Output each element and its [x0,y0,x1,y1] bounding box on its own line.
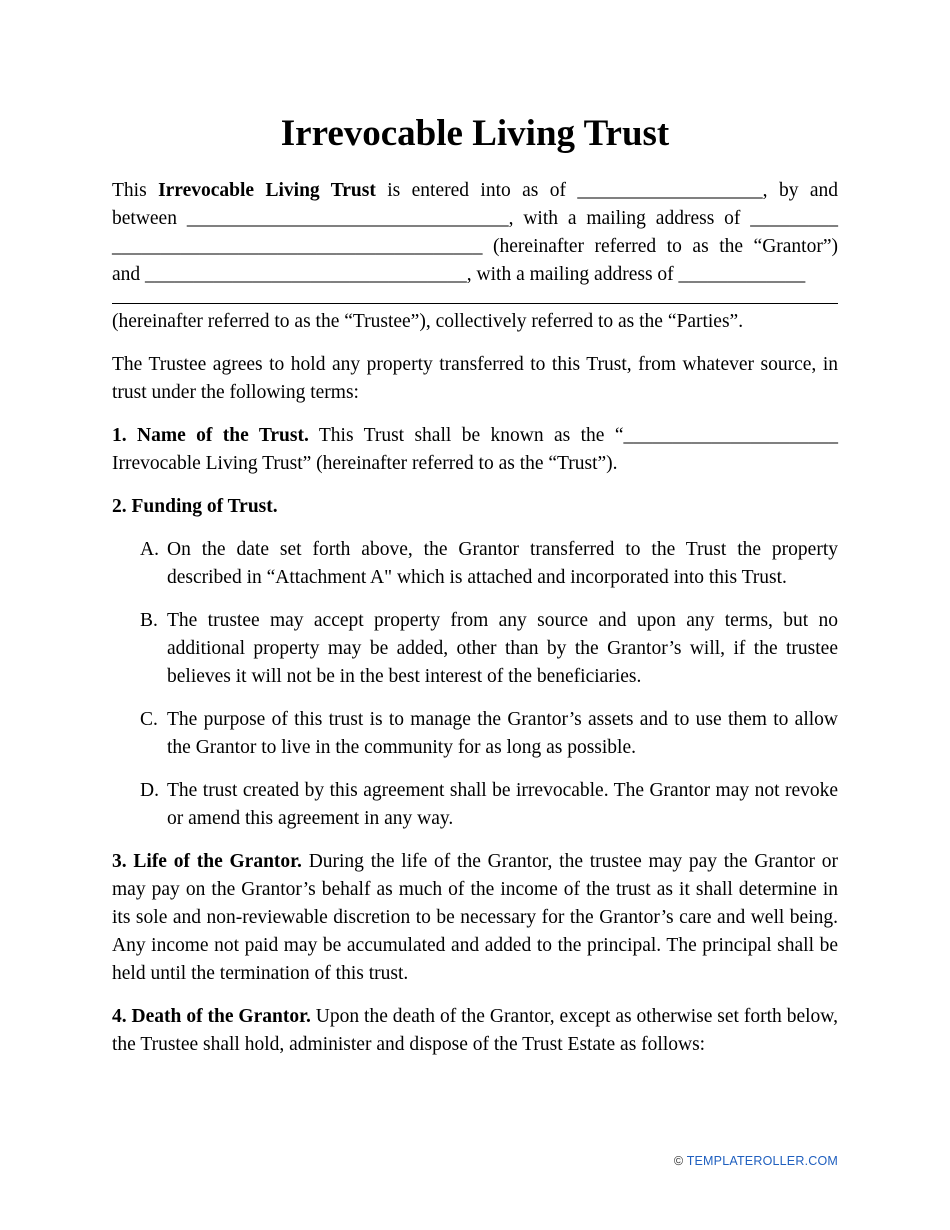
intro-line-3: ______________________________________ (hereinafter referred to as the “Grantor”) [112,236,838,257]
footer-link[interactable] [674,1154,838,1168]
intro-bold-name: Irrevocable Living Trust [158,180,376,201]
section-4: 4. Death of the Grantor. Upon the death of the Grantor, except as otherwise set forth below, the Trustee shall hold, administer and dispose of the Trust Estate as follows: [112,1006,838,1055]
intro-line-1: This Irrevocable Living Trust is entered into as of ___________________, by and [112,180,838,201]
section-3: 3. Life of the Grantor. During the life of the Grantor, the trustee may pay the Grantor or may pay on the Grantor’s behalf as much of the income of the trust as it shall determine in its sole and non-reviewable discretion to be necessary for the Grantor’s care and well being. Any income not paid may be accumulated and added to the principal. The principal shall be held until the termination of this trust. [112,851,839,984]
agreement-paragraph: The Trustee agrees to hold any property transferred to this Trust, from whatever source, in trust under the following terms: [112,354,838,403]
document-body [112,177,838,1059]
intro-line-4: and _________________________________, with a mailing address of _____________ [112,264,806,285]
blank-address-line [112,289,838,304]
intro-line-5: (hereinafter referred to as the “Trustee”), collectively referred to as the “Parties”. [112,311,744,332]
section-2-heading: 2. Funding of Trust. [112,496,278,517]
section-1-heading: 1. Name of the Trust. [112,425,309,446]
document-title: Irrevocable Living Trust [280,113,670,154]
section-3-heading: 3. Life of the Grantor. [112,851,302,872]
section-4-heading: 4. Death of the Grantor. [112,1006,311,1027]
section-1-line-2: Irrevocable Living Trust” (hereinafter referred to as the “Trust”). [112,453,618,474]
list-item: D. The trust created by this agreement shall be irrevocable. The Grantor may not revoke or amend this agreement in any way. [140,780,838,829]
funding-list [112,536,838,833]
copyright-symbol: © [673,1154,684,1168]
section-1: 1. Name of the Trust. This Trust shall be known as the “______________________ Irrevocable Living Trust” (hereinafter referred to as the “Trust”). [112,422,838,478]
list-item: C. The purpose of this trust is to manage the Grantor’s assets and to use them to allow the Grantor to live in the community for as long as possible. [140,709,838,758]
footer-site[interactable]: TEMPLATEROLLER.COM [686,1154,838,1168]
list-item: B. The trustee may accept property from any source and upon any terms, but no additional property may be added, other than by the Grantor’s will, if the trustee believes it will not be in the best interest of the beneficiaries. [140,610,838,687]
intro-line-2: between _________________________________, with a mailing address of _________ [112,208,838,229]
list-item: A. On the date set forth above, the Grantor transferred to the Trust the property described in “Attachment A" which is attached and incorporated into this Trust. [140,539,838,588]
intro-paragraph [112,177,838,336]
